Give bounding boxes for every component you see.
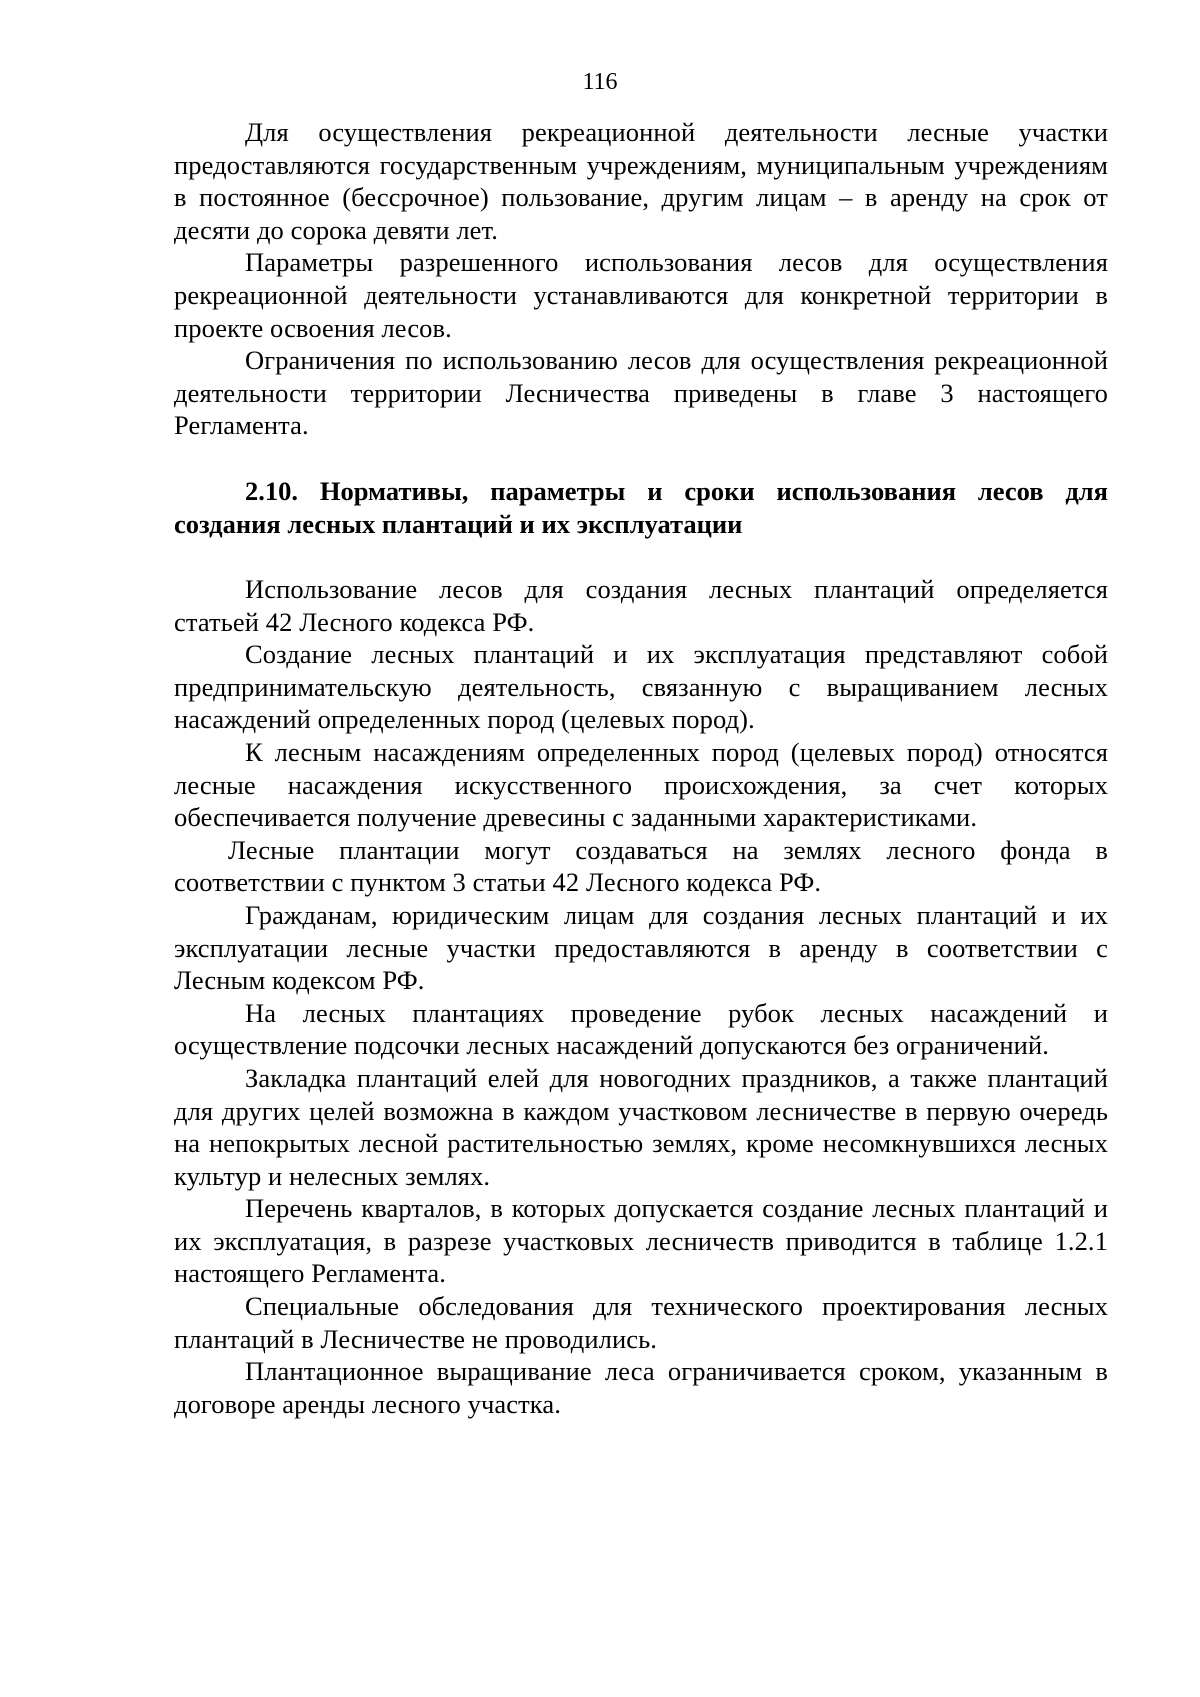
paragraph: Лесные плантации могут создаваться на землях лесного фонда в соответствии с пунктом 3 статьи 42 Лесного кодекса РФ. (174, 834, 1108, 898)
section-heading-block (174, 475, 1108, 540)
paragraph: Для осуществления рекреационной деятельности лесные участки предоставляются государственным учреждениям, муниципальным учреждениям в постоянное (бессрочное) пользование, другим лицам – в аренду на срок от десяти до сорока девяти лет. (174, 117, 1108, 245)
recreation-section-text (174, 116, 1108, 442)
paragraph: Создание лесных плантаций и их эксплуатация представляют собой предпринимательскую деятельность, связанную с выращиванием лесных насаждений определенных пород (целевых пород). (174, 639, 1108, 735)
plantation-section-text (174, 573, 1108, 1420)
paragraph: Перечень кварталов, в которых допускается создание лесных плантаций и их эксплуатация, в разрезе участковых лесничеств приводится в таблице 1.2.1 настоящего Регламента. (174, 1193, 1108, 1289)
paragraph: Плантационное выращивание леса ограничивается сроком, указанным в договоре аренды лесного участка. (174, 1356, 1108, 1419)
paragraph: Специальные обследования для технического проектирования лесных плантаций в Лесничестве не проводились. (174, 1291, 1108, 1354)
paragraph: Параметры разрешенного использования лесов для осуществления рекреационной деятельности устанавливаются для конкретной территории в проекте освоения лесов. (174, 247, 1108, 343)
paragraph: Ограничения по использованию лесов для осуществления рекреационной деятельности территории Лесничества приведены в главе 3 настоящего Регламента. (174, 345, 1108, 441)
paragraph: К лесным насаждениям определенных пород (целевых пород) относятся лесные насаждения искусственного происхождения, за счет которых обеспечивается получение древесины с заданными характеристиками. (174, 736, 1108, 833)
paragraph: Закладка плантаций елей для новогодних праздников, а также плантаций для других целей возможна в каждом участковом лесничестве в первую очередь на непокрытых лесной растительностью землях, кроме несомкнувшихся лесных культур и нелесных землях. (174, 1062, 1108, 1191)
section-heading: 2.10. Нормативы, параметры и сроки использования лесов для создания лесных плантаций и их эксплуатации (174, 476, 1108, 539)
paragraph: Гражданам, юридическим лицам для создания лесных плантаций и их эксплуатации лесные участки предоставляются в аренду в соответствии с Лесным кодексом РФ. (174, 899, 1108, 996)
paragraph: Использование лесов для создания лесных плантаций определяется статьей 42 Лесного кодекса РФ. (174, 574, 1108, 637)
page-number: 116 (582, 69, 618, 95)
paragraph: На лесных плантациях проведение рубок лесных насаждений и осуществление подсочки лесных насаждений допускаются без ограничений. (174, 997, 1108, 1061)
